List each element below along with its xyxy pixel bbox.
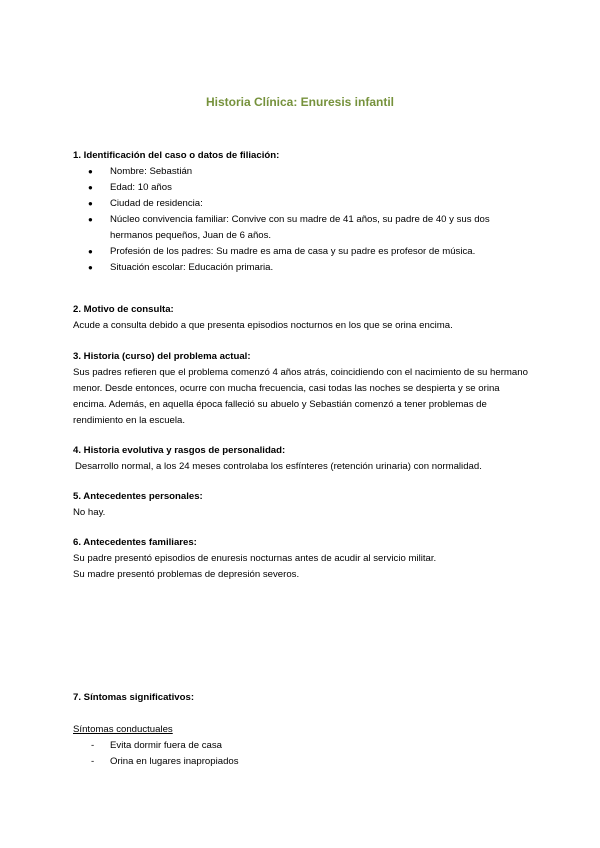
section-personal-history xyxy=(73,489,533,521)
list-item: ● Profesión de los padres: Su madre es ama de casa y su padre es profesor de música. xyxy=(73,244,533,260)
bullet-icon: ● xyxy=(88,247,93,256)
section-symptoms xyxy=(73,690,533,706)
section-text: Desarrollo normal, a los 24 meses controlaba los esfínteres (retención urinaria) con normalidad. xyxy=(75,461,482,472)
bullet-icon: ● xyxy=(88,199,93,208)
section-heading: 1. Identificación del caso o datos de filiación: xyxy=(73,150,280,161)
list-item: ● Núcleo convivencia familiar: Convive con su madre de 41 años, su padre de 40 y sus dos hermanos pequeños, Juan de 6 años. xyxy=(88,214,490,241)
list-item: - Evita dormir fuera de casa xyxy=(73,738,533,754)
bullet-icon: ● xyxy=(88,167,93,176)
bullet-icon: ● xyxy=(88,183,93,192)
subsection-heading: Síntomas conductuales xyxy=(73,724,173,735)
list-item: ● Situación escolar: Educación primaria. xyxy=(73,260,533,276)
section-heading: 3. Historia (curso) del problema actual: xyxy=(73,351,251,362)
section-history xyxy=(73,349,533,429)
list-item: - Orina en lugares inapropiados xyxy=(73,754,533,770)
section-text: Acude a consulta debido a que presenta episodios nocturnos en los que se orina encima. xyxy=(73,320,453,331)
dash-icon: - xyxy=(91,740,95,751)
section-heading: 2. Motivo de consulta: xyxy=(73,304,174,315)
section-family-history xyxy=(73,535,533,583)
section-heading: 4. Historia evolutiva y rasgos de personalidad: xyxy=(73,445,286,456)
section-text: Sus padres refieren que el problema comenzó 4 años atrás, coincidiendo con el nacimiento de su hermano menor. Desde entonces, ocurre con mucha frecuencia, casi todas las noches se despierta y se orina encima. Además, en aquella época falleció su abuelo y Sebastián comenzó a tener problemas de rendimiento en la escuela. xyxy=(73,367,528,426)
section-development xyxy=(73,443,533,475)
section-text: Su padre presentó episodios de enuresis nocturnas antes de acudir al servicio militar. xyxy=(73,553,437,564)
document-title: Historia Clínica: Enuresis infantil xyxy=(205,95,395,109)
section-symptoms-behavioral xyxy=(73,722,533,770)
bullet-icon: ● xyxy=(88,215,93,224)
list-item: ● Edad: 10 años xyxy=(73,180,533,196)
identification-list xyxy=(73,164,533,276)
bullet-icon: ● xyxy=(88,263,93,272)
section-heading: 6. Antecedentes familiares: xyxy=(73,537,197,548)
section-text: No hay. xyxy=(73,507,106,518)
section-reason xyxy=(73,302,533,334)
dash-icon: - xyxy=(91,756,95,767)
section-identification xyxy=(73,148,533,276)
section-text: Su madre presentó problemas de depresión severos. xyxy=(73,569,300,580)
section-heading: 7. Síntomas significativos: xyxy=(73,692,195,703)
list-item: ● Ciudad de residencia: xyxy=(73,196,533,212)
symptom-list xyxy=(73,738,533,770)
section-heading: 5. Antecedentes personales: xyxy=(73,491,203,502)
list-item: ● Nombre: Sebastián xyxy=(73,164,533,180)
